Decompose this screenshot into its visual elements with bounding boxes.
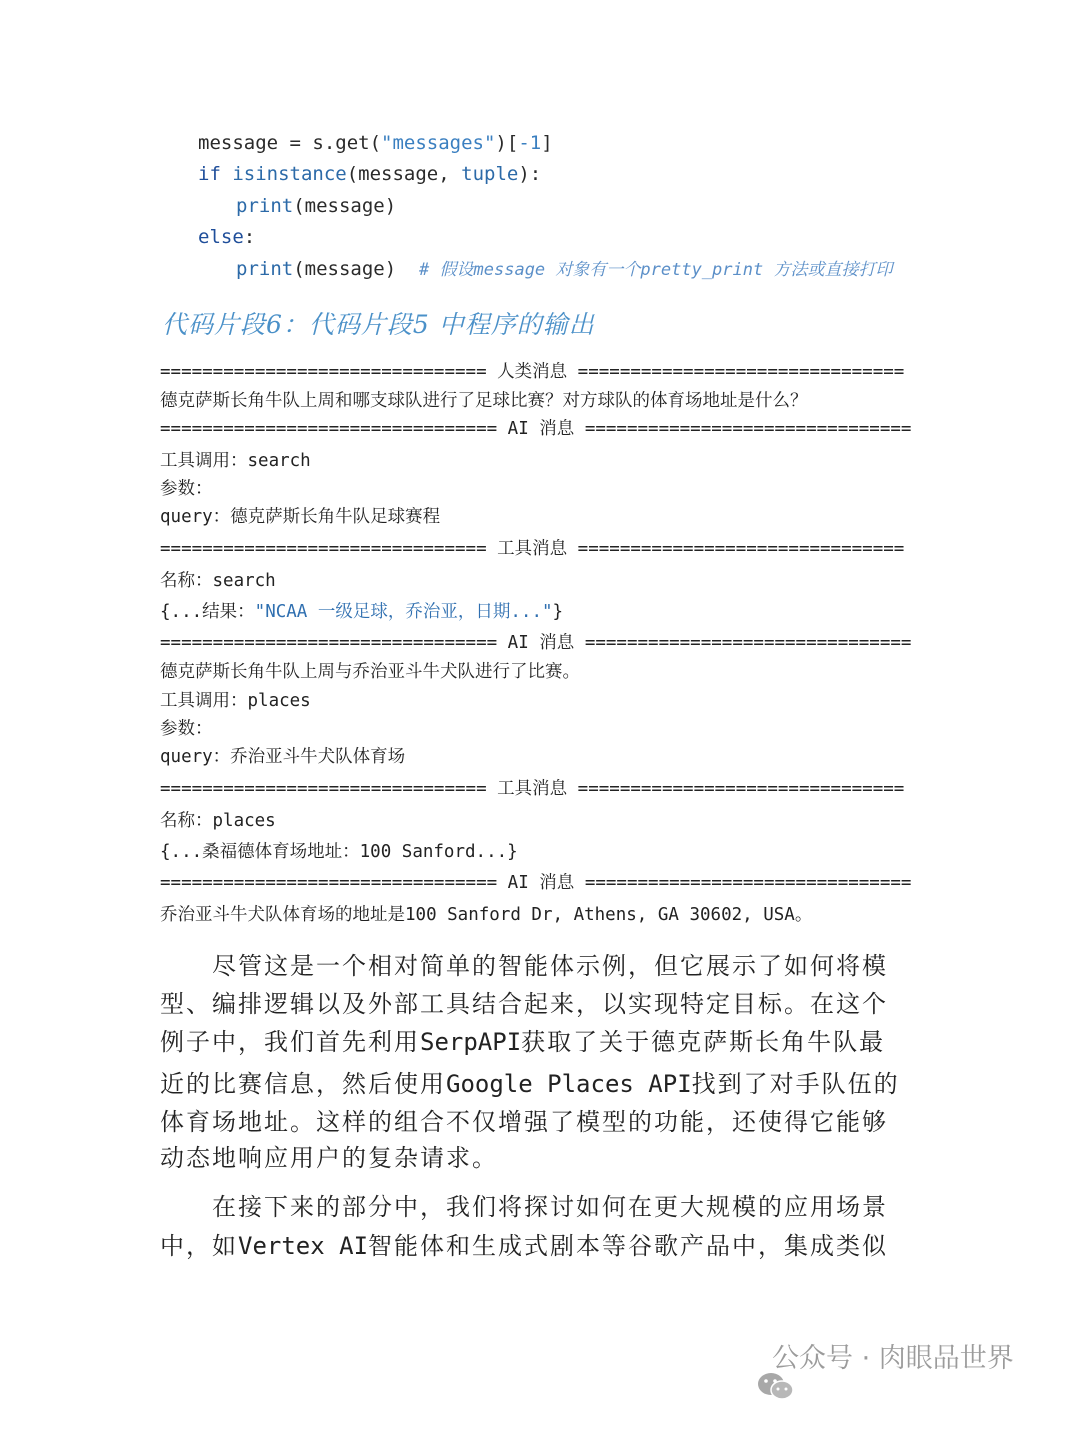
code-line-4: else:: [198, 226, 256, 248]
output-separator-ai: ================================ AI 消息 ===============================: [160, 873, 912, 893]
output-query: query：乔治亚斗牛犬队体育场: [160, 747, 406, 767]
output-separator-ai: ================================ AI 消息 ===============================: [160, 419, 912, 439]
output-question: 德克萨斯长角牛队上周和哪支球队进行了足球比赛？对方球队的体育场地址是什么？: [160, 391, 808, 411]
code-line-1: message = s.get("messages")[-1]: [198, 132, 553, 154]
output-result: {...结果："NCAA 一级足球，乔治亚，日期..."}: [160, 602, 564, 622]
code-comment: # 假设message 对象有一个pretty_print 方法或直接打印: [419, 260, 893, 280]
paragraph-2-line-2: 中，如Vertex AI智能体和生成式剧本等谷歌产品中，集成类似: [160, 1232, 889, 1260]
output-separator-ai: ================================ AI 消息 ===============================: [160, 633, 912, 653]
output-ai-message: 德克萨斯长角牛队上周与乔治亚斗牛犬队进行了比赛。: [160, 662, 580, 682]
code-line-2: if isinstance(message, tuple):: [198, 163, 542, 185]
paragraph-1-line-4: 近的比赛信息，然后使用Google Places API找到了对手队伍的: [160, 1070, 900, 1098]
output-name: 名称：places: [160, 811, 276, 831]
code-line-3: print(message): [236, 195, 397, 217]
paragraph-1-line-1: 尽管这是一个相对简单的智能体示例，但它展示了如何将模: [212, 952, 888, 980]
watermark-text: 公众号 · 肉眼品世界: [772, 1343, 1014, 1374]
paragraph-2-line-1: 在接下来的部分中，我们将探讨如何在更大规模的应用场景: [212, 1193, 888, 1221]
paragraph-1-line-3: 例子中，我们首先利用SerpAPI获取了关于德克萨斯长角牛队最: [160, 1028, 886, 1056]
output-final-answer: 乔治亚斗牛犬队体育场的地址是100 Sanford Dr, Athens, GA 30602, USA。: [160, 905, 813, 925]
output-separator-human: =============================== 人类消息 ===============================: [160, 362, 905, 382]
output-name: 名称：search: [160, 571, 276, 591]
watermark: [722, 1336, 1014, 1375]
output-tool-call: 工具调用：search: [160, 451, 311, 471]
output-args: 参数：: [160, 719, 213, 739]
output-separator-tool: =============================== 工具消息 ===============================: [160, 779, 905, 799]
wechat-icon: [722, 1339, 762, 1373]
paragraph-1-line-5: 体育场地址。这样的组合不仅增强了模型的功能，还使得它能够: [160, 1108, 888, 1136]
output-separator-tool: =============================== 工具消息 ===============================: [160, 539, 905, 559]
snippet-heading: 代码片段6：代码片段5 中程序的输出: [162, 310, 595, 339]
output-query: query：德克萨斯长角牛队足球赛程: [160, 507, 441, 527]
code-line-5: print(message) # 假设message 对象有一个pretty_print 方法或直接打印: [236, 258, 893, 280]
output-tool-call: 工具调用：places: [160, 691, 311, 711]
output-result: {...桑福德体育场地址：100 Sanford...}: [160, 842, 518, 862]
output-args: 参数：: [160, 479, 213, 499]
paragraph-1-line-6: 动态地响应用户的复杂请求。: [160, 1144, 498, 1172]
paragraph-1-line-2: 型、编排逻辑以及外部工具结合起来，以实现特定目标。在这个: [160, 990, 888, 1018]
